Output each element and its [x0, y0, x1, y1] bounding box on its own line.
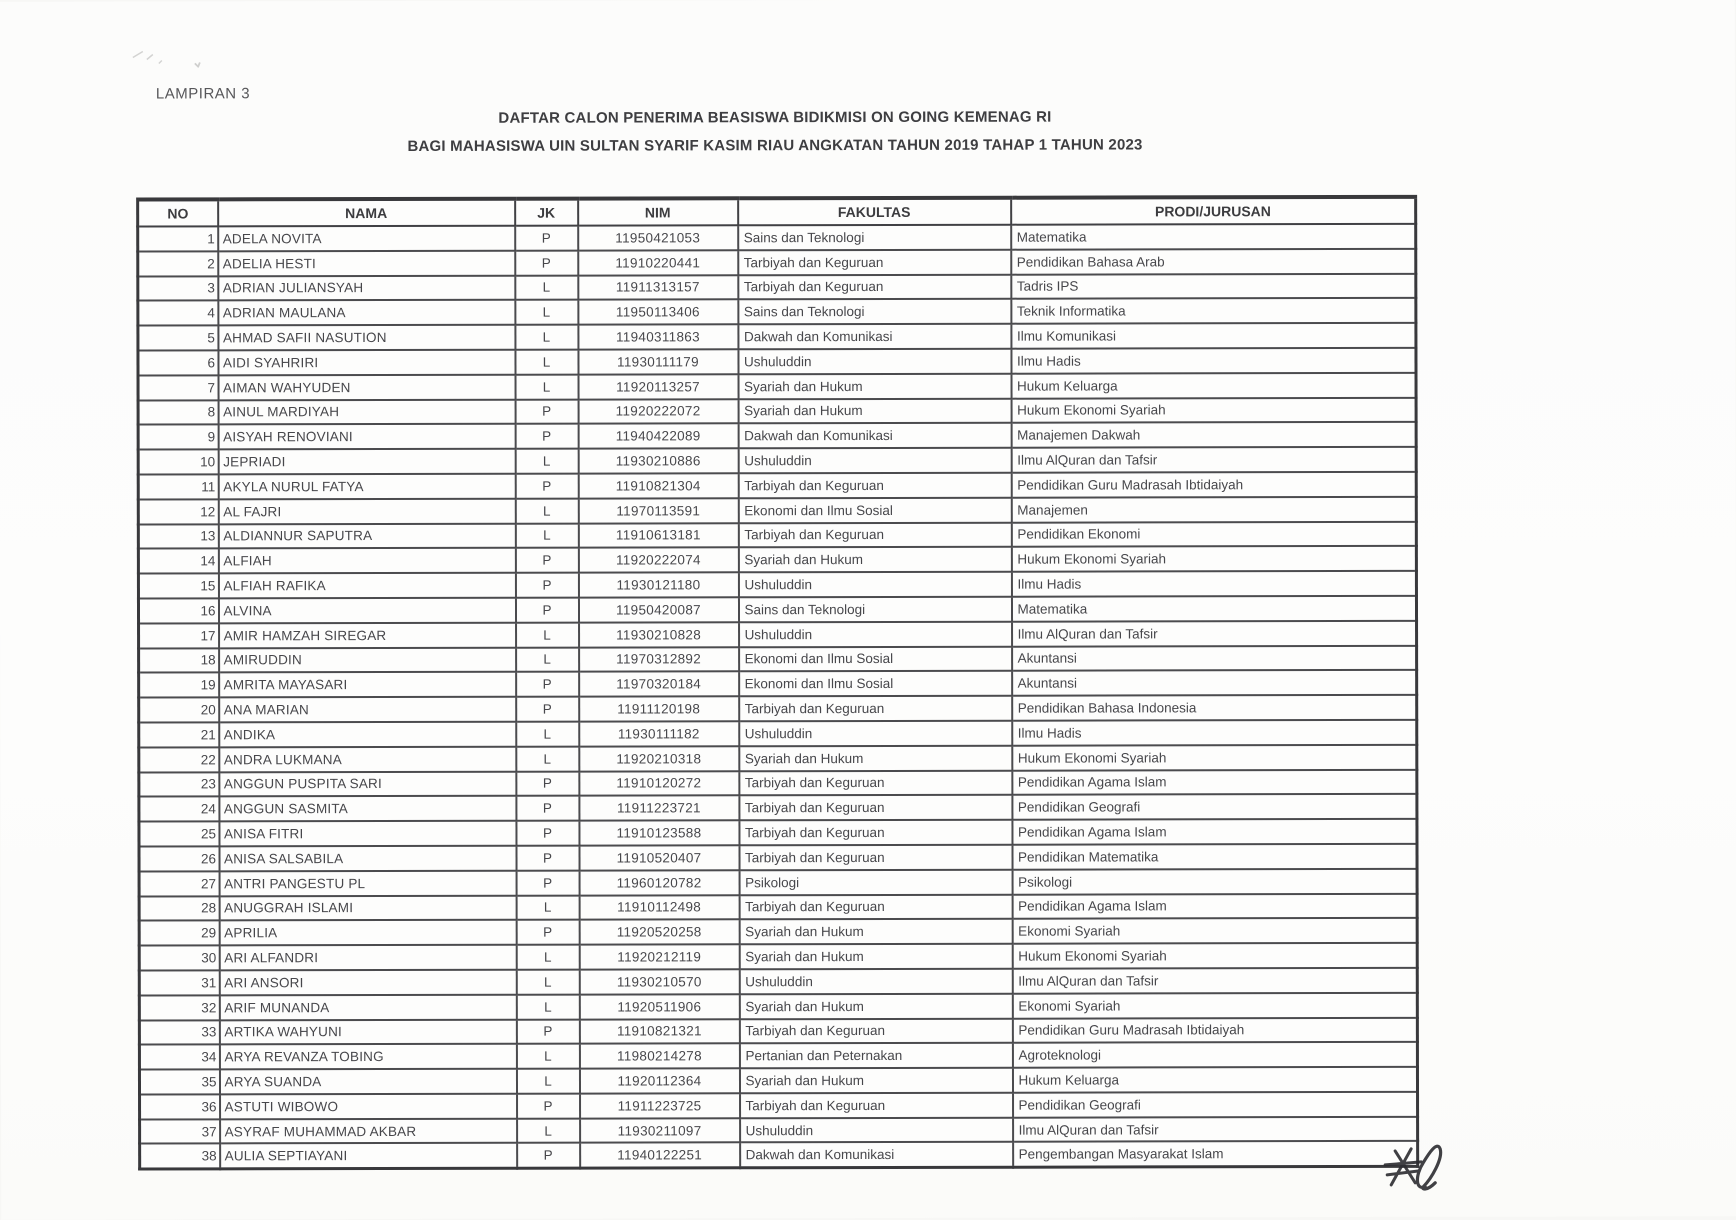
nim-cell: 11920511906: [579, 994, 739, 1019]
table-row: [138, 422, 1416, 449]
nim-cell: 11910613181: [578, 523, 738, 548]
fakultas-cell: Tarbiyah dan Keguruan: [739, 1018, 1012, 1043]
fakultas-cell: Ekonomi dan Ilmu Sosial: [739, 671, 1012, 696]
row-no-cell: 7: [138, 375, 218, 400]
prodi-cell: Akuntansi: [1012, 645, 1417, 671]
prodi-cell: Pendidikan Agama Islam: [1012, 819, 1417, 845]
row-no-cell: 27: [139, 871, 219, 896]
table-row: [138, 224, 1416, 251]
nim-cell: 11940122251: [580, 1143, 740, 1168]
prodi-cell: Ilmu Hadis: [1011, 571, 1416, 597]
nim-cell: 11960120782: [579, 870, 739, 895]
nama-cell: ALFIAH RAFIKA: [218, 573, 515, 598]
prodi-cell: Ilmu AlQuran dan Tafsir: [1012, 621, 1417, 647]
fakultas-cell: Ekonomi dan Ilmu Sosial: [739, 646, 1012, 671]
nama-cell: ALVINA: [218, 598, 515, 623]
fakultas-cell: Ushuluddin: [739, 621, 1012, 646]
table-row: [139, 1042, 1417, 1069]
row-no-cell: 34: [139, 1045, 219, 1070]
row-no-cell: 10: [138, 450, 218, 475]
fakultas-cell: Tarbiyah dan Keguruan: [740, 1093, 1013, 1118]
prodi-cell: Hukum Ekonomi Syariah: [1011, 397, 1416, 423]
table-row: [139, 621, 1417, 648]
nama-cell: ANTRI PANGESTU PL: [219, 870, 516, 895]
table-row: [139, 645, 1417, 672]
row-no-cell: 18: [139, 648, 219, 673]
fakultas-cell: Ushuluddin: [739, 969, 1012, 994]
table-row: [139, 794, 1417, 821]
prodi-cell: Tadris IPS: [1011, 273, 1416, 299]
prodi-cell: Ilmu AlQuran dan Tafsir: [1011, 447, 1416, 473]
fakultas-cell: Syariah dan Hukum: [738, 547, 1011, 572]
fakultas-cell: Tarbiyah dan Keguruan: [739, 770, 1012, 795]
prodi-cell: Pendidikan Geografi: [1013, 1092, 1418, 1118]
prodi-cell: Teknik Informatika: [1011, 298, 1416, 324]
row-no-cell: 20: [139, 698, 219, 723]
prodi-cell: Matematika: [1011, 224, 1416, 250]
col-header-nim: NIM: [578, 198, 738, 225]
lampiran-label: LAMPIRAN 3: [155, 85, 251, 103]
fakultas-cell: Ushuluddin: [738, 448, 1011, 473]
row-no-cell: 35: [139, 1069, 219, 1094]
prodi-cell: Pendidikan Matematika: [1012, 844, 1417, 870]
jk-cell: P: [515, 250, 578, 275]
table-row: [139, 1017, 1417, 1044]
jk-cell: L: [516, 722, 579, 747]
prodi-cell: Hukum Ekonomi Syariah: [1012, 943, 1417, 969]
fakultas-cell: Tarbiyah dan Keguruan: [738, 473, 1011, 498]
row-no-cell: 23: [139, 772, 219, 797]
nim-cell: 11910123588: [579, 820, 739, 845]
nim-cell: 11920520258: [579, 920, 739, 945]
nim-cell: 11911223721: [579, 796, 739, 821]
title-line-2: BAGI MAHASISWA UIN SULTAN SYARIF KASIM RIAU ANGKATAN TAHUN 2019 TAHAP 1 TAHUN 2023: [407, 136, 1143, 155]
nama-cell: AIMAN WAHYUDEN: [218, 375, 515, 400]
jk-cell: L: [517, 1118, 580, 1143]
row-no-cell: 33: [139, 1020, 219, 1045]
table-row: [140, 1092, 1418, 1119]
nama-cell: ANISA FITRI: [219, 821, 516, 846]
jk-cell: P: [516, 771, 579, 796]
table-row: [140, 1141, 1418, 1168]
fakultas-cell: Dakwah dan Komunikasi: [738, 423, 1011, 448]
signature-mark: [1379, 1125, 1457, 1197]
table-row: [138, 546, 1416, 573]
nama-cell: ARI ANSORI: [219, 970, 516, 995]
prodi-cell: Hukum Keluarga: [1011, 373, 1416, 399]
jk-cell: L: [515, 374, 578, 399]
table-row: [139, 720, 1417, 747]
fakultas-cell: Syariah dan Hukum: [739, 993, 1012, 1018]
table-row: [139, 670, 1417, 697]
table-row: [139, 918, 1417, 945]
jk-cell: P: [516, 796, 579, 821]
prodi-cell: Hukum Ekonomi Syariah: [1012, 745, 1417, 771]
jk-cell: P: [515, 399, 578, 424]
fakultas-cell: Syariah dan Hukum: [739, 745, 1012, 770]
table-row: [138, 521, 1416, 548]
jk-cell: L: [515, 275, 578, 300]
row-no-cell: 11: [138, 474, 218, 499]
nama-cell: ARIF MUNANDA: [219, 994, 516, 1019]
jk-cell: P: [516, 870, 579, 895]
jk-cell: L: [515, 300, 578, 325]
prodi-cell: Akuntansi: [1012, 670, 1417, 696]
nim-cell: 11910821321: [579, 1019, 739, 1044]
row-no-cell: 30: [139, 945, 219, 970]
fakultas-cell: Tarbiyah dan Keguruan: [738, 522, 1011, 547]
nim-cell: 11910120272: [579, 771, 739, 796]
table-row: [139, 745, 1417, 772]
fakultas-cell: Psikologi: [739, 869, 1012, 894]
table-row: [139, 943, 1417, 970]
fakultas-cell: Syariah dan Hukum: [739, 919, 1012, 944]
row-no-cell: 14: [138, 549, 218, 574]
fakultas-cell: Sains dan Teknologi: [738, 225, 1011, 250]
nim-cell: 11930211097: [580, 1118, 740, 1143]
nim-cell: 11920222072: [578, 399, 738, 424]
fakultas-cell: Pertanian dan Peternakan: [739, 1043, 1012, 1068]
nama-cell: AHMAD SAFII NASUTION: [218, 325, 515, 350]
nama-cell: ALDIANNUR SAPUTRA: [218, 523, 515, 548]
fakultas-cell: Syariah dan Hukum: [738, 373, 1011, 398]
row-no-cell: 12: [138, 499, 218, 524]
nim-cell: 11930111179: [578, 349, 738, 374]
jk-cell: L: [516, 895, 579, 920]
jk-cell: L: [516, 647, 579, 672]
fakultas-cell: Syariah dan Hukum: [738, 398, 1011, 423]
row-no-cell: 22: [139, 747, 219, 772]
col-header-jk: JK: [515, 199, 578, 226]
fakultas-cell: Syariah dan Hukum: [739, 1068, 1012, 1093]
row-no-cell: 26: [139, 846, 219, 871]
prodi-cell: Hukum Ekonomi Syariah: [1011, 546, 1416, 572]
jk-cell: L: [516, 1069, 579, 1094]
nim-cell: 11970312892: [579, 647, 739, 672]
fakultas-cell: Ushuluddin: [738, 349, 1011, 374]
scan-speck-marks: [129, 45, 224, 77]
jk-cell: L: [516, 945, 579, 970]
fakultas-cell: Ushuluddin: [738, 572, 1011, 597]
prodi-cell: Ekonomi Syariah: [1012, 918, 1417, 944]
table-row: [139, 769, 1417, 796]
row-no-cell: 3: [138, 276, 218, 301]
table-row: [138, 596, 1416, 623]
table-header-row: [138, 197, 1416, 227]
nim-cell: 11980214278: [579, 1044, 739, 1069]
nama-cell: ASTUTI WIBOWO: [220, 1094, 517, 1119]
fakultas-cell: Tarbiyah dan Keguruan: [739, 795, 1012, 820]
table-row: [139, 695, 1417, 722]
nama-cell: AMIR HAMZAH SIREGAR: [219, 622, 516, 647]
row-no-cell: 4: [138, 301, 218, 326]
row-no-cell: 2: [138, 251, 218, 276]
fakultas-cell: Tarbiyah dan Keguruan: [738, 249, 1011, 274]
nim-cell: 11920212119: [579, 944, 739, 969]
nama-cell: AULIA SEPTIAYANI: [220, 1143, 517, 1168]
nama-cell: ADRIAN MAULANA: [218, 300, 515, 325]
fakultas-cell: Sains dan Teknologi: [738, 597, 1011, 622]
jk-cell: L: [515, 350, 578, 375]
col-header-fakultas: FAKULTAS: [738, 198, 1011, 226]
table-row: [138, 273, 1416, 300]
nama-cell: ANDIKA: [219, 722, 516, 747]
nama-cell: ARYA SUANDA: [219, 1069, 516, 1094]
nama-cell: ASYRAF MUHAMMAD AKBAR: [220, 1118, 517, 1143]
nama-cell: ARYA REVANZA TOBING: [219, 1044, 516, 1069]
prodi-cell: Pendidikan Agama Islam: [1012, 769, 1417, 795]
prodi-cell: Ilmu Hadis: [1011, 348, 1416, 374]
row-no-cell: 24: [139, 797, 219, 822]
nama-cell: ALFIAH: [218, 548, 515, 573]
jk-cell: P: [515, 598, 578, 623]
jk-cell: L: [516, 994, 579, 1019]
nama-cell: AISYAH RENOVIANI: [218, 424, 515, 449]
prodi-cell: Manajemen: [1011, 497, 1416, 523]
fakultas-cell: Ushuluddin: [739, 721, 1012, 746]
row-no-cell: 38: [140, 1144, 220, 1169]
prodi-cell: Pendidikan Agama Islam: [1012, 893, 1417, 919]
nim-cell: 11911120198: [579, 696, 739, 721]
row-no-cell: 36: [140, 1094, 220, 1119]
nim-cell: 11920210318: [579, 746, 739, 771]
nama-cell: APRILIA: [219, 920, 516, 945]
nama-cell: AMRITA MAYASARI: [219, 672, 516, 697]
table-row: [138, 497, 1416, 524]
jk-cell: L: [516, 970, 579, 995]
jk-cell: L: [515, 325, 578, 350]
nim-cell: 11950113406: [578, 300, 738, 325]
col-header-no: NO: [138, 199, 218, 226]
jk-cell: L: [515, 498, 578, 523]
table-row: [138, 447, 1416, 474]
row-no-cell: 5: [138, 326, 218, 351]
row-no-cell: 28: [139, 896, 219, 921]
nama-cell: ADELA NOVITA: [218, 226, 515, 251]
nim-cell: 11920222074: [578, 548, 738, 573]
row-no-cell: 17: [139, 623, 219, 648]
row-no-cell: 1: [138, 226, 218, 251]
table-row: [138, 571, 1416, 598]
table-row: [138, 249, 1416, 276]
jk-cell: L: [516, 746, 579, 771]
fakultas-cell: Tarbiyah dan Keguruan: [739, 696, 1012, 721]
table-row: [139, 1067, 1417, 1094]
table-row: [139, 844, 1417, 871]
table-row: [139, 893, 1417, 920]
prodi-cell: Hukum Keluarga: [1012, 1067, 1417, 1093]
table-row: [139, 819, 1417, 846]
jk-cell: P: [515, 548, 578, 573]
jk-cell: P: [516, 821, 579, 846]
row-no-cell: 32: [139, 995, 219, 1020]
jk-cell: P: [516, 1019, 579, 1044]
fakultas-cell: Sains dan Teknologi: [738, 299, 1011, 324]
nama-cell: AMIRUDDIN: [219, 647, 516, 672]
nim-cell: 11930210828: [579, 622, 739, 647]
fakultas-cell: Tarbiyah dan Keguruan: [738, 274, 1011, 299]
jk-cell: L: [515, 523, 578, 548]
nama-cell: AIDI SYAHRIRI: [218, 350, 515, 375]
table-row: [139, 968, 1417, 995]
fakultas-cell: Syariah dan Hukum: [739, 944, 1012, 969]
jk-cell: P: [515, 226, 578, 251]
jk-cell: P: [516, 672, 579, 697]
nim-cell: 11911223725: [580, 1093, 740, 1118]
table-row: [138, 298, 1416, 325]
nama-cell: ADELIA HESTI: [218, 251, 515, 276]
nama-cell: ANDRA LUKMANA: [219, 746, 516, 771]
prodi-cell: Pendidikan Bahasa Indonesia: [1012, 695, 1417, 721]
prodi-cell: Pendidikan Ekonomi: [1011, 521, 1416, 547]
prodi-cell: Pendidikan Geografi: [1012, 794, 1417, 820]
prodi-cell: Pendidikan Guru Madrasah Ibtidaiyah: [1011, 472, 1416, 498]
col-header-prodi: PRODI/JURUSAN: [1011, 197, 1416, 225]
fakultas-cell: Tarbiyah dan Keguruan: [739, 894, 1012, 919]
nama-cell: ANGGUN PUSPITA SARI: [219, 771, 516, 796]
row-no-cell: 37: [140, 1119, 220, 1144]
nim-cell: 11940311863: [578, 324, 738, 349]
jk-cell: P: [516, 846, 579, 871]
jk-cell: P: [517, 1143, 580, 1168]
row-no-cell: 6: [138, 350, 218, 375]
fakultas-cell: Tarbiyah dan Keguruan: [739, 820, 1012, 845]
row-no-cell: 13: [138, 524, 218, 549]
nama-cell: ANUGGRAH ISLAMI: [219, 895, 516, 920]
nim-cell: 11970113591: [578, 498, 738, 523]
prodi-cell: Pendidikan Guru Madrasah Ibtidaiyah: [1012, 1017, 1417, 1043]
nim-cell: 11930210886: [578, 448, 738, 473]
jk-cell: L: [516, 622, 579, 647]
table-body: [138, 224, 1418, 1169]
table-row: [138, 348, 1416, 375]
nama-cell: JEPRIADI: [218, 449, 515, 474]
table-row: [140, 1117, 1418, 1144]
table-row: [138, 373, 1416, 400]
row-no-cell: 16: [138, 598, 218, 623]
nim-cell: 11930210570: [579, 969, 739, 994]
prodi-cell: Psikologi: [1012, 869, 1417, 895]
nama-cell: ARI ALFANDRI: [219, 945, 516, 970]
prodi-cell: Ekonomi Syariah: [1012, 993, 1417, 1019]
nama-cell: AKYLA NURUL FATYA: [218, 474, 515, 499]
nim-cell: 11910520407: [579, 845, 739, 870]
row-no-cell: 29: [139, 921, 219, 946]
title-line-1: DAFTAR CALON PENERIMA BEASISWA BIDIKMISI ON GOING KEMENAG RI: [498, 108, 1052, 127]
fakultas-cell: Ushuluddin: [740, 1117, 1013, 1142]
nama-cell: AINUL MARDIYAH: [218, 399, 515, 424]
jk-cell: P: [517, 1093, 580, 1118]
jk-cell: P: [516, 697, 579, 722]
col-header-nama: NAMA: [218, 199, 515, 227]
jk-cell: L: [515, 449, 578, 474]
nim-cell: 11950421053: [578, 225, 738, 250]
table-row: [138, 323, 1416, 350]
jk-cell: P: [515, 573, 578, 598]
prodi-cell: Pengembangan Masyarakat Islam: [1013, 1141, 1418, 1167]
table-row: [138, 397, 1416, 424]
nama-cell: ANA MARIAN: [219, 697, 516, 722]
jk-cell: P: [515, 424, 578, 449]
document-title: [136, 107, 1414, 166]
prodi-cell: Ilmu AlQuran dan Tafsir: [1013, 1117, 1418, 1143]
table-row: [139, 869, 1417, 896]
nama-cell: ANGGUN SASMITA: [219, 796, 516, 821]
row-no-cell: 15: [138, 574, 218, 599]
prodi-cell: Ilmu Komunikasi: [1011, 323, 1416, 349]
jk-cell: P: [516, 920, 579, 945]
prodi-cell: Manajemen Dakwah: [1011, 422, 1416, 448]
nim-cell: 11920113257: [578, 374, 738, 399]
row-no-cell: 19: [139, 673, 219, 698]
nim-cell: 11970320184: [579, 672, 739, 697]
jk-cell: P: [515, 474, 578, 499]
nim-cell: 11950420087: [578, 597, 738, 622]
nim-cell: 11930111182: [579, 721, 739, 746]
recipients-table: [136, 195, 1419, 1170]
row-no-cell: 21: [139, 722, 219, 747]
fakultas-cell: Tarbiyah dan Keguruan: [739, 845, 1012, 870]
nama-cell: ADRIAN JULIANSYAH: [218, 275, 515, 300]
table-row: [139, 993, 1417, 1020]
nama-cell: ANISA SALSABILA: [219, 846, 516, 871]
fakultas-cell: Dakwah dan Komunikasi: [740, 1142, 1013, 1167]
nim-cell: 11910220441: [578, 250, 738, 275]
nim-cell: 11940422089: [578, 424, 738, 449]
table-header: [138, 197, 1416, 227]
nama-cell: AL FAJRI: [218, 499, 515, 524]
nim-cell: 11911313157: [578, 275, 738, 300]
nim-cell: 11920112364: [579, 1068, 739, 1093]
nim-cell: 11910821304: [578, 473, 738, 498]
row-no-cell: 9: [138, 425, 218, 450]
prodi-cell: Ilmu Hadis: [1012, 720, 1417, 746]
prodi-cell: Agroteknologi: [1012, 1042, 1417, 1068]
prodi-cell: Pendidikan Bahasa Arab: [1011, 249, 1416, 275]
nim-cell: 11930121180: [578, 572, 738, 597]
jk-cell: L: [516, 1044, 579, 1069]
row-no-cell: 8: [138, 400, 218, 425]
nim-cell: 11910112498: [579, 895, 739, 920]
fakultas-cell: Ekonomi dan Ilmu Sosial: [738, 497, 1011, 522]
fakultas-cell: Dakwah dan Komunikasi: [738, 324, 1011, 349]
row-no-cell: 31: [139, 970, 219, 995]
prodi-cell: Ilmu AlQuran dan Tafsir: [1012, 968, 1417, 994]
table-row: [138, 472, 1416, 499]
prodi-cell: Matematika: [1011, 596, 1416, 622]
nama-cell: ARTIKA WAHYUNI: [219, 1019, 516, 1044]
row-no-cell: 25: [139, 821, 219, 846]
